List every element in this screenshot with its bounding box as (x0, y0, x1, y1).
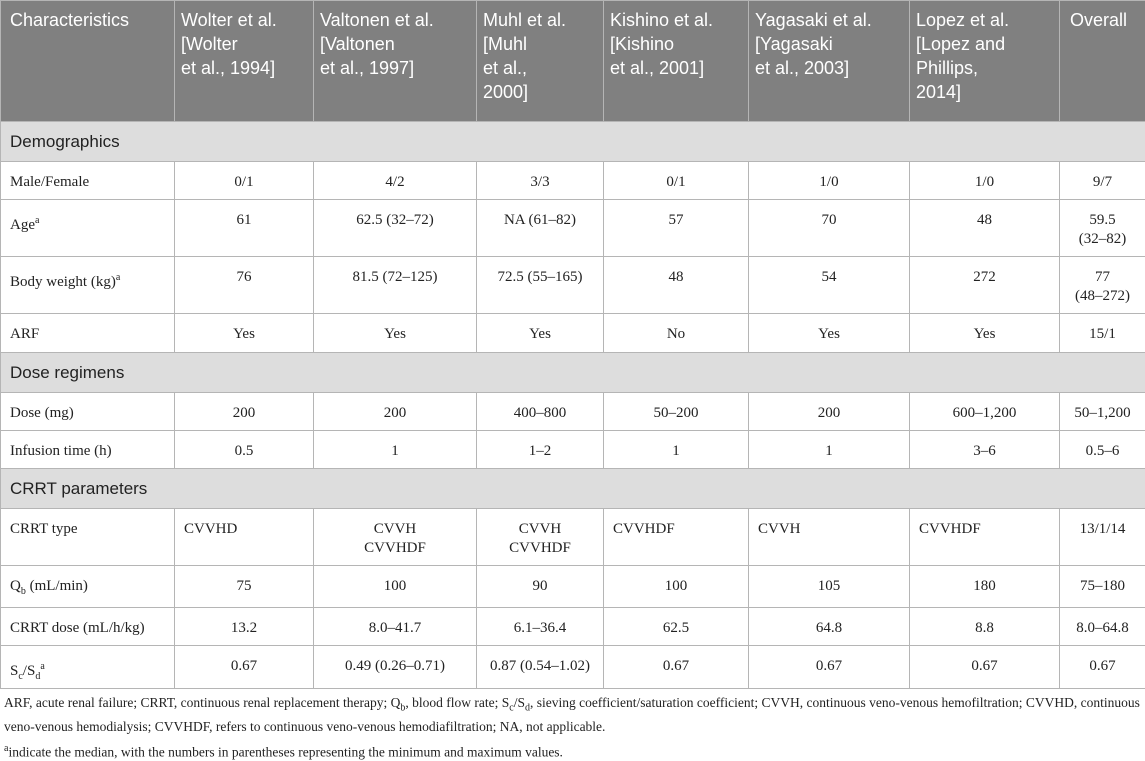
table-cell: NA (61–82) (477, 200, 604, 257)
table-cell: 13.2 (175, 608, 314, 646)
table-cell: 1 (749, 431, 910, 469)
table-cell: 72.5 (55–165) (477, 257, 604, 314)
table-row (1, 646, 1145, 689)
median-note: $^a$indicate the median, with the numbers in parentheses representing the minimum and maximum values. (4, 740, 1141, 761)
table-row (1, 608, 1145, 646)
table-cell: 0.5 (175, 431, 314, 469)
table-row (1, 431, 1145, 469)
row-label: CRRT dose (mL/h/kg) (1, 608, 175, 646)
header-valtonen: Valtonen et al. [Valtonen et al., 1997] (314, 1, 477, 122)
section-row (1, 122, 1145, 162)
table-cell: 48 (910, 200, 1060, 257)
table-row (1, 162, 1145, 200)
table-cell: 90 (477, 566, 604, 608)
table-cell: 200 (749, 393, 910, 431)
row-label: Age$^a$ (1, 200, 175, 257)
header-overall: Overall (1060, 1, 1145, 122)
table-cell: CVVH CVVHDF (314, 509, 477, 566)
table-cell: CVVHDF (604, 509, 749, 566)
table-cell: 0.67 (1060, 646, 1145, 689)
section-row (1, 353, 1145, 393)
table-cell: 0.5–6 (1060, 431, 1145, 469)
header-yagasaki: Yagasaki et al. [Yagasaki et al., 2003] (749, 1, 910, 122)
table-cell: 0/1 (604, 162, 749, 200)
table-cell: 272 (910, 257, 1060, 314)
header-lopez: Lopez et al. [Lopez and Phillips, 2014] (910, 1, 1060, 122)
table-cell: 0.67 (604, 646, 749, 689)
table-cell: 15/1 (1060, 314, 1145, 353)
table-cell: 200 (175, 393, 314, 431)
table-row (1, 566, 1145, 608)
table-cell: Yes (749, 314, 910, 353)
table-cell: 1 (314, 431, 477, 469)
table-cell: CVVH CVVHDF (477, 509, 604, 566)
header-kishino: Kishino et al. [Kishino et al., 2001] (604, 1, 749, 122)
table-cell: 62.5 (32–72) (314, 200, 477, 257)
table-cell: 1/0 (749, 162, 910, 200)
table-cell: Yes (314, 314, 477, 353)
table-cell: 75–180 (1060, 566, 1145, 608)
row-label: Body weight (kg)$^a$ (1, 257, 175, 314)
table-cell: 0.49 (0.26–0.71) (314, 646, 477, 689)
table-cell: 59.5 (32–82) (1060, 200, 1145, 257)
row-label: ARF (1, 314, 175, 353)
table-cell: 13/1/14 (1060, 509, 1145, 566)
table-cell: 100 (314, 566, 477, 608)
table-cell: 64.8 (749, 608, 910, 646)
table-cell: 105 (749, 566, 910, 608)
table-footnotes (0, 689, 1145, 761)
table-cell: CVVH (749, 509, 910, 566)
table-cell: 0.67 (749, 646, 910, 689)
table-cell: 54 (749, 257, 910, 314)
table-cell: 1 (604, 431, 749, 469)
row-label: Infusion time (h) (1, 431, 175, 469)
table-cell: 3/3 (477, 162, 604, 200)
table-cell: CVVHDF (910, 509, 1060, 566)
table-cell: 81.5 (72–125) (314, 257, 477, 314)
section-demographics: Demographics (1, 122, 1145, 162)
row-label: Dose (mg) (1, 393, 175, 431)
table-cell: 100 (604, 566, 749, 608)
table-cell: 600–1,200 (910, 393, 1060, 431)
row-label: CRRT type (1, 509, 175, 566)
table-cell: 400–800 (477, 393, 604, 431)
table-cell: 57 (604, 200, 749, 257)
header-characteristics: Characteristics (1, 1, 175, 122)
table-cell: No (604, 314, 749, 353)
table-cell: 3–6 (910, 431, 1060, 469)
table-cell: 1/0 (910, 162, 1060, 200)
table-row (1, 314, 1145, 353)
table-cell: 0.67 (175, 646, 314, 689)
row-label: $Q_b$ (mL/min) (1, 566, 175, 608)
table-row (1, 393, 1145, 431)
table-cell: 50–200 (604, 393, 749, 431)
table-cell: 200 (314, 393, 477, 431)
table-cell: 8.8 (910, 608, 1060, 646)
header-row (1, 1, 1145, 122)
table-row (1, 200, 1145, 257)
table-cell: 77 (48–272) (1060, 257, 1145, 314)
table-cell: 8.0–64.8 (1060, 608, 1145, 646)
table-cell: 0.67 (910, 646, 1060, 689)
table-cell: 61 (175, 200, 314, 257)
table-cell: 0/1 (175, 162, 314, 200)
section-row (1, 469, 1145, 509)
table-cell: 50–1,200 (1060, 393, 1145, 431)
table-cell: Yes (910, 314, 1060, 353)
table-cell: 70 (749, 200, 910, 257)
table-cell: 75 (175, 566, 314, 608)
header-wolter: Wolter et al. [Wolter et al., 1994] (175, 1, 314, 122)
row-label: Male/Female (1, 162, 175, 200)
table-cell: 62.5 (604, 608, 749, 646)
table-cell: 0.87 (0.54–1.02) (477, 646, 604, 689)
abbreviation-note: ARF, acute renal failure; CRRT, continuous renal replacement therapy; $Q_b$, blood flow rate; $S_c/S_d$, sieving coefficient/saturation coefficient; CVVH, continuous veno-venous hemofiltration; CVVHD, continuous veno-venous hemodialysis; CVVHDF, refers to continuous veno-venous hemodiafiltration; NA, not applicable. (4, 694, 1141, 736)
table-cell: 6.1–36.4 (477, 608, 604, 646)
row-label: $S_c/S_d^a$ (1, 646, 175, 689)
table-cell: 48 (604, 257, 749, 314)
table-cell: CVVHD (175, 509, 314, 566)
table-cell: 4/2 (314, 162, 477, 200)
table-cell: Yes (175, 314, 314, 353)
table-cell: Yes (477, 314, 604, 353)
table-cell: 9/7 (1060, 162, 1145, 200)
table-row (1, 509, 1145, 566)
section-crrt-parameters: CRRT parameters (1, 469, 1145, 509)
table-cell: 8.0–41.7 (314, 608, 477, 646)
table-cell: 180 (910, 566, 1060, 608)
section-dose-regimens: Dose regimens (1, 353, 1145, 393)
table-cell: 1–2 (477, 431, 604, 469)
header-muhl: Muhl et al. [Muhl et al., 2000] (477, 1, 604, 122)
table-cell: 76 (175, 257, 314, 314)
table-row (1, 257, 1145, 314)
